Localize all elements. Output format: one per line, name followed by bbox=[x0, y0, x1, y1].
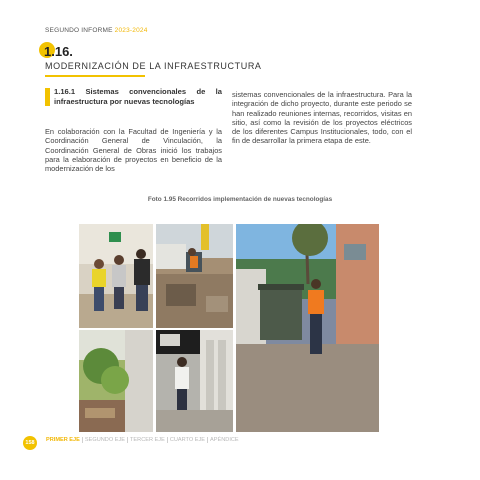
footer-nav-tercer-eje[interactable]: TERCER EJE bbox=[128, 437, 168, 443]
footer-nav-primer-eje[interactable]: PRIMER EJE bbox=[46, 437, 83, 443]
subsection-title: 1.16.1 Sistemas convencionales de la infraestructura por nuevas tecnologías bbox=[54, 87, 222, 106]
photo-meeting-interior bbox=[79, 224, 153, 328]
subsection-accent-bar bbox=[45, 88, 50, 106]
photo-excavation bbox=[156, 224, 233, 328]
footer-nav-cuarto-eje[interactable]: CUARTO EJE bbox=[168, 437, 208, 443]
section-title-rule bbox=[45, 75, 145, 77]
section-title: MODERNIZACIÓN DE LA INFRAESTRUCTURA bbox=[45, 61, 262, 71]
footer-navigation bbox=[46, 437, 241, 443]
photo-garden-corridor bbox=[79, 330, 153, 432]
paragraph-left: En colaboración con la Facultad de Ingeniería y la Coordinación General de Vinculación, la Coordinación General de Obras inició los trabajos para la elaboración de proyectos en beneficio de la modernización de los bbox=[45, 127, 222, 174]
photo-electrical-room bbox=[156, 330, 233, 432]
photo-outdoor-electrical bbox=[236, 224, 379, 432]
report-header bbox=[45, 27, 148, 34]
paragraph-right: sistemas convencionales de la infraestructura. Para la integración de dicho proyecto, durante este periodo se han realizado reuniones internas, recorridos, visitas en sitio, así como la revisión de los proyectos eléctricos de los diferentes Campus Institucionales, todo, con el fin de desarrollar la primera etapa de este. bbox=[232, 90, 412, 146]
footer-nav-segundo-eje[interactable]: SEGUNDO EJE bbox=[83, 437, 128, 443]
report-header-year: 2023-2024 bbox=[114, 27, 148, 34]
section-number: 1.16. bbox=[44, 44, 73, 59]
photo-caption: Foto 1.95 Recorridos implementación de nuevas tecnologías bbox=[147, 196, 333, 203]
page-number: 158 bbox=[23, 436, 37, 450]
report-header-prefix: SEGUNDO INFORME bbox=[45, 27, 113, 34]
footer-nav-apendice[interactable]: APÉNDICE bbox=[210, 437, 239, 443]
